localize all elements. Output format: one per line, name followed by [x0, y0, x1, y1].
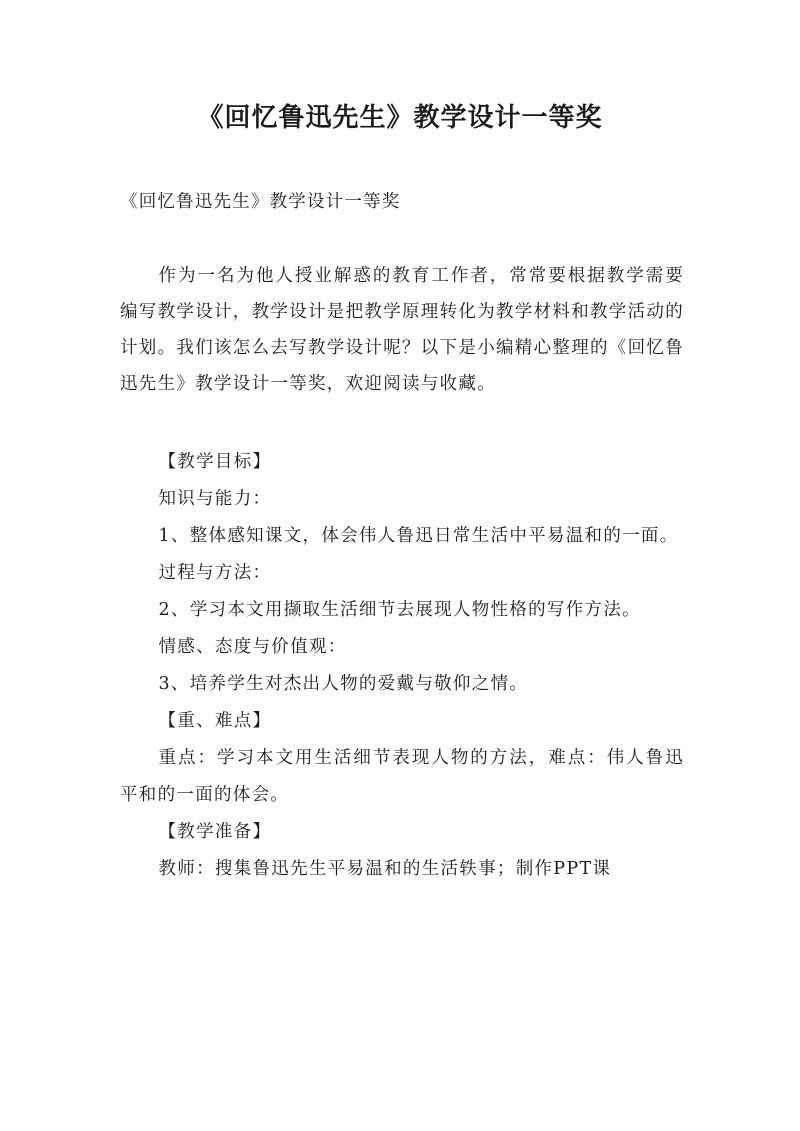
- document-body: [120, 258, 684, 888]
- document-subtitle: 《回忆鲁迅先生》教学设计一等奖: [120, 192, 401, 212]
- preparation-paragraph: 教师：搜集鲁迅先生平易温和的生活轶事；制作PPT课: [158, 859, 612, 879]
- section-heading-preparation: 【教学准备】: [158, 822, 272, 842]
- subheading-knowledge-ability: 知识与能力：: [158, 489, 272, 509]
- key-points-paragraph: 重点：学习本文用生活细节表现人物的方法，难点：伟人鲁迅平和的一面的体会。: [120, 748, 684, 805]
- goal-item-2: 2、学习本文用撷取生活细节去展现人物性格的写作方法。: [158, 600, 641, 620]
- section-heading-teaching-goals: 【教学目标】: [158, 452, 272, 472]
- document-title: 《回忆鲁迅先生》教学设计一等奖: [197, 103, 603, 133]
- subheading-process-method: 过程与方法：: [158, 563, 272, 583]
- section-heading-key-points: 【重、难点】: [158, 711, 272, 731]
- intro-paragraph: 作为一名为他人授业解惑的教育工作者，常常要根据教学需要编写教学设计，教学设计是把教学原理转化为教学材料和教学活动的计划。我们该怎么去写教学设计呢？以下是小编精心整理的《回忆鲁迅先生》教学设计一等奖，欢迎阅读与收藏。: [120, 266, 684, 394]
- subheading-emotion-values: 情感、态度与价值观：: [158, 637, 347, 657]
- goal-item-3: 3、培养学生对杰出人物的爱戴与敬仰之情。: [158, 674, 529, 694]
- goal-item-1: 1、整体感知课文，体会伟人鲁迅日常生活中平易温和的一面。: [158, 526, 679, 546]
